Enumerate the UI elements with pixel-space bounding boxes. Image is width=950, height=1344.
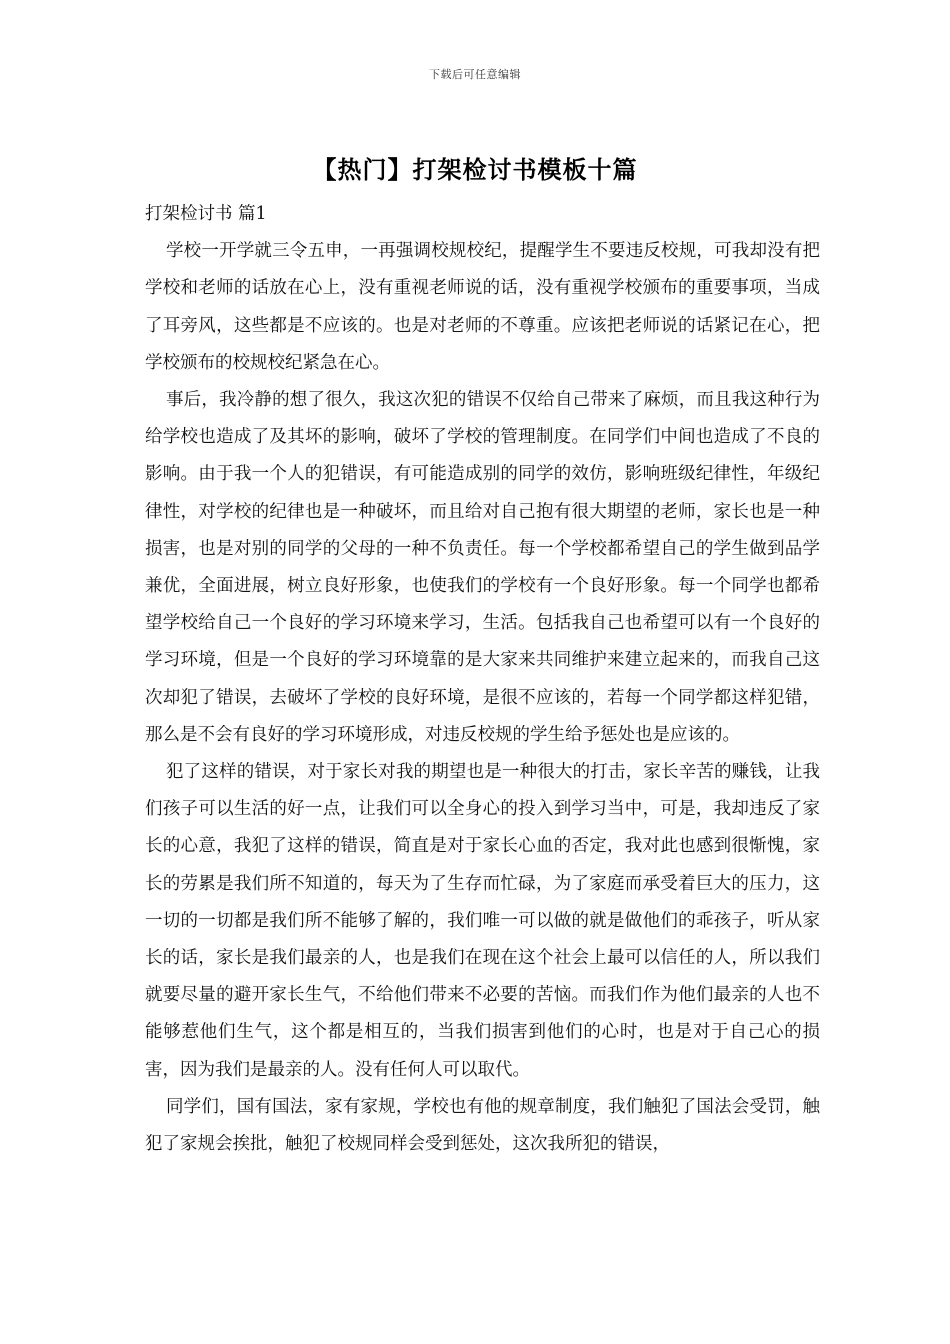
paragraph-3: 犯了这样的错误，对于家长对我的期望也是一种很大的打击，家长辛苦的赚钱，让我们孩子可以生活的好一点，让我们可以全身心的投入到学习当中，可是，我却违反了家长的心意，我犯了这样的错误，简直是对于家长心血的否定，我对此也感到很惭愧，家长的劳累是我们所不知道的，每天为了生存而忙碌，为了家庭而承受着巨大的压力，这一切的一切都是我们所不能够了解的，我们唯一可以做的就是做他们的乖孩子，听从家长的话，家长是我们最亲的人，也是我们在现在这个社会上最可以信任的人，所以我们就要尽量的避开家长生气，不给他们带来不必要的苦恼。而我们作为他们最亲的人也不能够惹他们生气，这个都是相互的，当我们损害到他们的心时，也是对于自己心的损害，因为我们是最亲的人。没有任何人可以取代。	[145, 762, 820, 1080]
paragraph-1: 学校一开学就三令五申，一再强调校规校纪，提醒学生不要违反校规，可我却没有把学校和老师的话放在心上，没有重视老师说的话，没有重视学校颁布的重要事项，当成了耳旁风，这些都是不应该的。也是对老师的不尊重。应该把老师说的话紧记在心，把学校颁布的校规校纪紧急在心。	[145, 241, 820, 373]
header-note: 下载后可任意编辑	[429, 68, 521, 81]
paragraph-2: 事后，我冷静的想了很久，我这次犯的错误不仅给自己带来了麻烦，而且我这种行为给学校也造成了及其坏的影响，破坏了学校的管理制度。在同学们中间也造成了不良的影响。由于我一个人的犯错误，有可能造成别的同学的效仿，影响班级纪律性，年级纪律性，对学校的纪律也是一种破坏，而且给对自己抱有很大期望的老师，家长也是一种损害，也是对别的同学的父母的一种不负责任。每一个学校都希望自己的学生做到品学兼优，全面进展，树立良好形象，也使我们的学校有一个良好形象。每一个同学也都希望学校给自己一个良好的学习环境来学习，生活。包括我自己也希望可以有一个良好的学习环境，但是一个良好的学习环境靠的是大家来共同维护来建立起来的，而我自己这次却犯了错误，去破坏了学校的良好环境，是很不应该的，若每一个同学都这样犯错，那么是不会有良好的学习环境形成，对违反校规的学生给予惩处也是应该的。	[145, 390, 820, 745]
document-body	[145, 196, 820, 1163]
paragraph-4: 同学们，国有国法，家有家规，学校也有他的规章制度，我们触犯了国法会受罚，触犯了家规会挨批，触犯了校规同样会受到惩处，这次我所犯的错误，	[145, 1096, 820, 1155]
document-title: 【热门】打架检讨书模板十篇	[312, 155, 638, 184]
section-heading: 打架检讨书 篇1	[145, 204, 267, 224]
